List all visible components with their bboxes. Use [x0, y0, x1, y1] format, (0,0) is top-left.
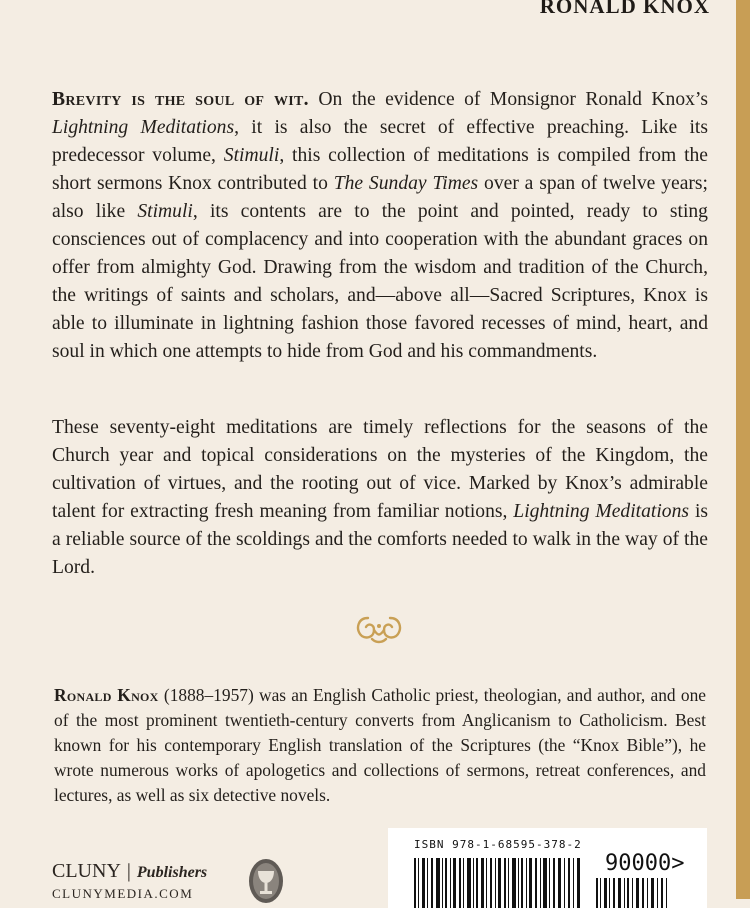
- blurb-text: is a reliable source of the scoldings and the comforts needed to walk in the way of the Lord.: [52, 501, 709, 578]
- price-code: 90000>: [605, 851, 685, 876]
- book-title: Lightning Meditations: [513, 501, 690, 522]
- author-bio: [54, 683, 706, 808]
- blurb-text: , this collection of meditations is compiled from the short sermons Knox contributed to: [52, 145, 709, 194]
- blurb-text: over a span of twelve years; also like: [52, 173, 708, 222]
- isbn-barcode: [388, 828, 707, 908]
- publisher-url: CLUNYMEDIA.COM: [52, 886, 194, 901]
- newspaper-title: The Sunday Times: [333, 173, 479, 194]
- publisher-label: Publishers: [136, 864, 208, 881]
- fleuron-ornament-icon: [352, 612, 406, 646]
- blurb-text: On the evidence of Monsignor Ronald Knox’s: [308, 89, 708, 110]
- bio-name: Ronald Knox: [54, 685, 159, 705]
- book-title: Stimuli: [223, 145, 280, 166]
- isbn-number: ISBN 978-1-68595-378-2: [414, 838, 582, 851]
- publisher-name: CLUNY: [52, 860, 121, 882]
- header-author: RONALD KNOX: [539, 0, 710, 18]
- book-title: Stimuli: [137, 201, 193, 222]
- blurb-text: , its contents are to the point and pointed, ready to sting consciences out of complacency and into cooperation with the abundant graces on offer from almighty God. Drawing from the wisdom and tradition of the Church, the writings of saints and scholars, and—above all—Sacred Scriptures, Knox is able to illuminate in lightning fashion those favored recesses of mind, heart, and soul in which one attempts to hide from God and his commandments.: [52, 201, 708, 362]
- spine-edge: [736, 0, 750, 899]
- barcode-bars-icon: [414, 858, 584, 908]
- publisher-logo: [52, 860, 207, 883]
- bio-text: (1888–1957) was an English Catholic priest, theologian, and author, and one of the most prominent twentieth-century converts from Anglicanism to Catholicism. Best known for his contemporary English translation of the Scriptures (the “Knox Bible”), he wrote numerous works of apologetics and collections of sermons, retreat conferences, and lectures, as well as six detective novels.: [54, 685, 706, 805]
- blurb-lead: Brevity is the soul of wit.: [52, 89, 309, 110]
- blurb-text: , it is also the secret of effective preaching. Like its predecessor volume,: [52, 117, 709, 166]
- publisher-separator: |: [126, 860, 131, 882]
- price-barcode-bars-icon: [596, 878, 676, 908]
- book-title: Lightning Meditations: [52, 117, 235, 138]
- chalice-seal-icon: [247, 855, 285, 903]
- blurb-text: These seventy-eight meditations are timely reflections for the seasons of the Church year and topical considerations on the mysteries of the Kingdom, the cultivation of virtues, and the rooting out of vice. Marked by Knox’s admirable talent for extracting fresh meaning from familiar notions,: [52, 417, 708, 522]
- blurb-paragraph-1: [52, 86, 708, 366]
- blurb-paragraph-2: [52, 414, 708, 582]
